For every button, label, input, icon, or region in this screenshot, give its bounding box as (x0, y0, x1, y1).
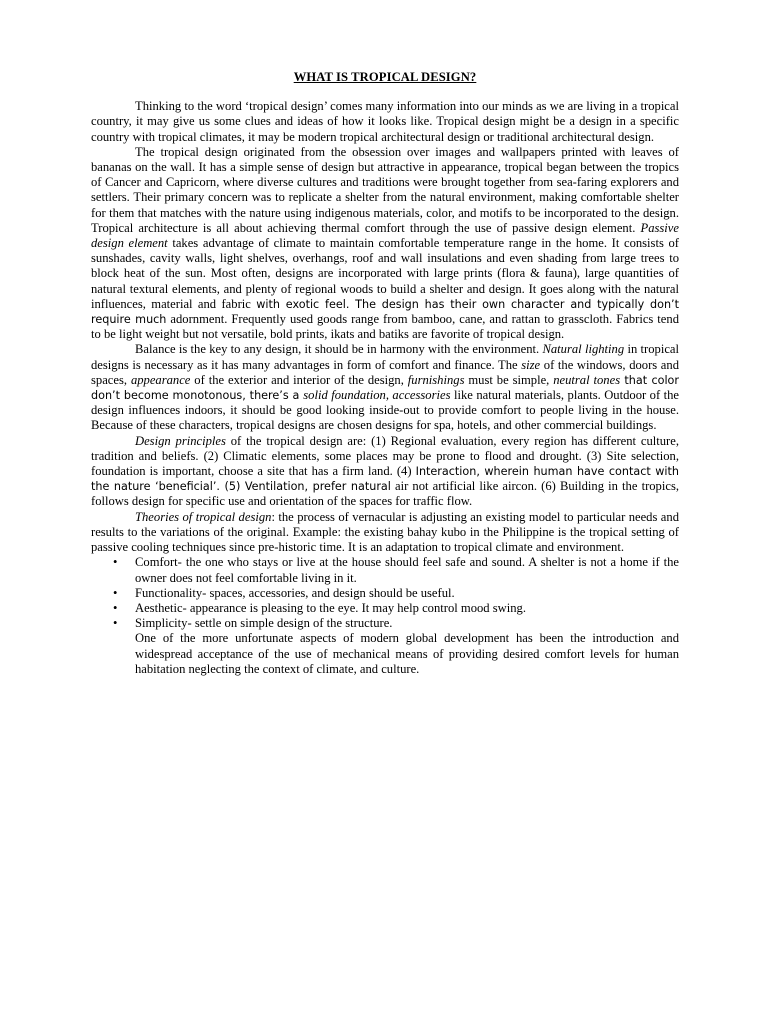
paragraph-balance-text-b: in tropical designs is necessary as it has many advantages in form of comfort and finance. The (91, 342, 679, 372)
paragraph-balance-text-c: of the windows, doors and spaces, (91, 357, 679, 387)
list-item (91, 555, 679, 585)
list-item (91, 586, 679, 601)
paragraph-theories-text-a: : the process of vernacular is adjusting an existing model to particular needs and results to the variations of the original. Example: the existing bahay kubo in the Philippine is the tropical setting of passive cooling techniques since pre-historic time. It is an adaptation to tropical climate and environment. (91, 509, 679, 555)
paragraph-balance-text-e: must be simple, (464, 372, 554, 387)
term-furnishings: furnishings (407, 372, 465, 387)
term-passive-design-element: Passive design element (91, 220, 679, 251)
paragraph-principles-text-b: air not artificial like aircon. (6) Building in the tropics, follows design for specific use and orientation of the spaces for traffic flow. (91, 479, 679, 509)
paragraph-origin-text-c: adornment. Frequently used goods range from bamboo, cane, and rattan to grasscloth. Fabrics tend to be light weight but not versatile, bold prints, ikats and batiks are favorite of tropical design. (91, 312, 679, 342)
paragraph-balance-text-a: Balance is the key to any design, it should be in harmony with the environment. (135, 342, 543, 357)
theories-bullet-list (91, 555, 679, 631)
bullet-icon: • (113, 600, 118, 615)
paragraph-principles-text-a: of the tropical design are: (1) Regional evaluation, every region has different culture, tradition and beliefs. (2) Climatic elements, some places may be prone to flood and drought. (3) Site selection, foundation is important, choose a site that has a firm land. (4) (91, 433, 679, 479)
paragraph-principles-sans-text: Interaction, wherein human have contact with the nature ‘beneficial’. (5) Ventilation, prefer natural (91, 465, 679, 494)
bullet-icon: • (113, 616, 118, 631)
paragraph-theories (91, 510, 679, 556)
bullet-icon: • (113, 555, 118, 570)
paragraph-origin-text-b: takes advantage of climate to maintain comfortable temperature range in the home. It consists of sunshades, cavity walls, light shelves, overhangs, roof and wall insulations and even shading from large trees to block heat of the sun. Most often, designs are incorporated with large prints (flora & fauna), large quantities of natural textural elements, and plenty of regional woods to build a shelter and design. It goes along with the natural influences, material and fabric (91, 236, 679, 311)
paragraph-origin (91, 145, 679, 343)
document-page (91, 70, 679, 677)
list-item-text: Aesthetic- appearance is pleasing to the eye. It may help control mood swing. (135, 600, 526, 615)
paragraph-balance (91, 342, 679, 433)
paragraph-closing: One of the more unfortunate aspects of modern global development has been the introduction and widespread acceptance of the use of mechanical means of providing desired comfort levels for human habitation neglecting the context of climate, and culture. (135, 631, 679, 676)
term-theories-of-tropical-design: Theories of tropical design (135, 509, 272, 524)
page-title: WHAT IS TROPICAL DESIGN? (293, 70, 477, 84)
term-appearance: appearance (130, 372, 191, 387)
paragraph-balance-text-d: of the exterior and interior of the design, (190, 372, 408, 387)
list-item (91, 601, 679, 616)
term-design-principles: Design principles (135, 433, 226, 448)
term-solid-foundation: solid foundation, accessories (303, 388, 451, 403)
list-item-text: Simplicity- settle on simple design of the structure. (135, 616, 393, 631)
paragraph-intro: Thinking to the word ‘tropical design’ comes many information into our minds as we are living in a tropical country, it may give us some clues and ideas of how it looks like. Tropical design might be a design in a specific country with tropical climates, it may be modern tropical architectural design or traditional architectural design. (91, 99, 679, 144)
paragraph-origin-sans-text: with exotic feel. The design has their own character and typically don’t require much (91, 297, 679, 327)
list-item-text: Functionality- spaces, accessories, and design should be useful. (135, 585, 455, 600)
term-natural-lighting: Natural lighting (542, 342, 625, 357)
term-neutral-tones: neutral tones (553, 372, 621, 387)
list-item (91, 616, 679, 631)
term-size: size (521, 357, 541, 372)
paragraph-balance-text-f: like natural materials, plants. Outdoor of the design influences indoors, it should be good looking inside-out to provide comfort to people living in the house. Because of these characters, tropical designs are chosen designs for spa, hotels, and other commercial buildings. (91, 388, 680, 433)
list-item-text: Comfort- the one who stays or live at the house should feel safe and sound. A shelter is not a home if the owner does not feel comfortable living in it. (135, 555, 679, 585)
paragraph-principles (91, 434, 679, 510)
paragraph-balance-sans-text: that color don’t become monotonous, there’s a (91, 373, 679, 403)
bullet-icon: • (113, 585, 118, 600)
paragraph-origin-text-a: The tropical design originated from the obsession over images and wallpapers printed with leaves of bananas on the wall. It has a simple sense of design but attractive in appearance, tropical began between the tropics of Cancer and Capricorn, where diverse cultures and traditions were brought together from sea-faring explorers and settlers. Their primary concern was to replicate a shelter from the natural environment, making comfortable shelter for them that matches with the nature using indigenous materials, color, and motifs to be incorporated to the design. Tropical architecture is all about achieving thermal comfort through the use of passive design element. (91, 144, 679, 235)
